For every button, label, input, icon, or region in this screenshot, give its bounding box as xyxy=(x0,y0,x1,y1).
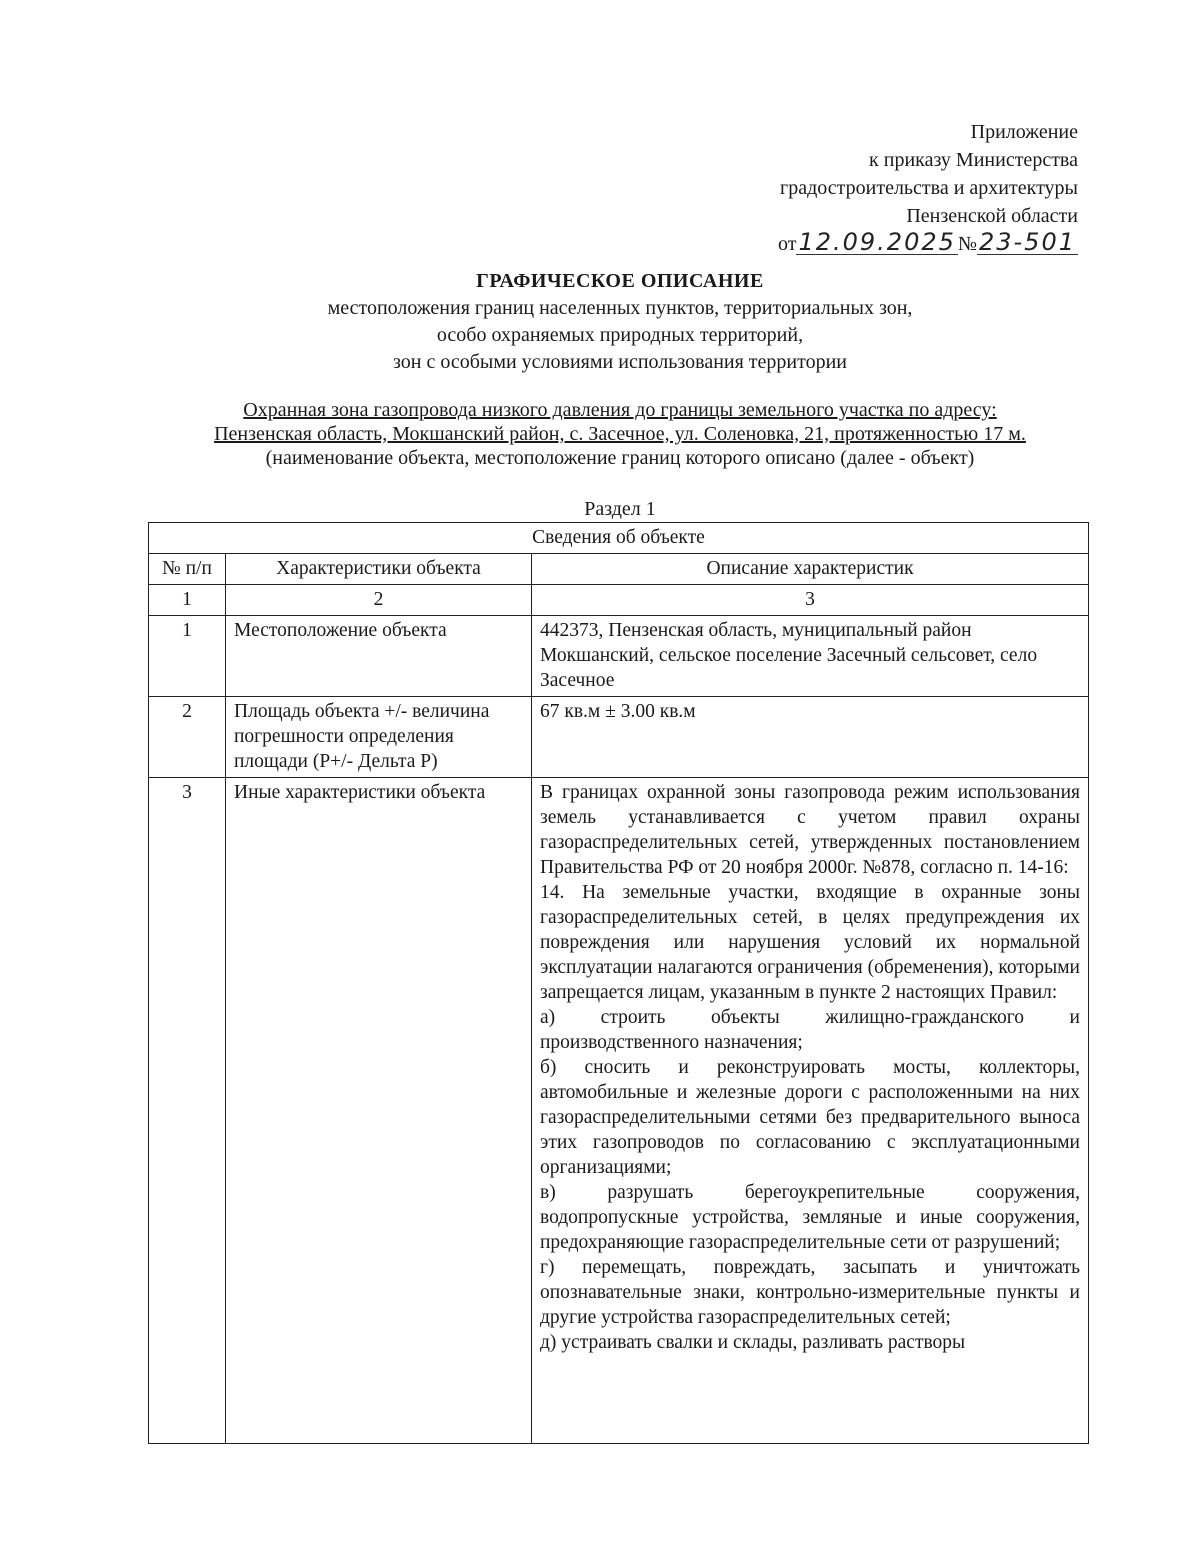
row-number: 2 xyxy=(149,697,226,778)
subtitle-line-2: особо охраняемых природных территорий, xyxy=(436,324,804,346)
appendix-line-4: Пензенской области xyxy=(906,205,1078,227)
appendix-date-line xyxy=(618,230,1078,258)
date-prefix: от xyxy=(777,233,797,255)
title-block xyxy=(150,268,1090,376)
header-cell-num: № п/п xyxy=(149,554,226,585)
handwritten-number: 23-501 xyxy=(978,228,1076,256)
table-caption: Сведения об объекте xyxy=(149,523,1089,554)
row-description xyxy=(532,778,1089,1444)
column-number-row xyxy=(149,585,1089,616)
column-number-2: 2 xyxy=(226,585,532,616)
header-cell-description: Описание характеристик xyxy=(532,554,1089,585)
table-row xyxy=(149,697,1089,778)
appendix-block xyxy=(618,118,1078,258)
row-characteristic: Иные характеристики объекта xyxy=(226,778,532,1444)
header-cell-characteristic: Характеристики объекта xyxy=(226,554,532,585)
description-paragraph: в) разрушать берегоукрепительные сооружения, водопропускные устройства, земляные и иные сооружения, предохраняющие газораспределительные сети от разрушений; xyxy=(540,1182,1080,1253)
column-number-1: 1 xyxy=(149,585,226,616)
subtitle-line-3: зон с особыми условиями использования территории xyxy=(392,351,848,373)
document-title: ГРАФИЧЕСКОЕ ОПИСАНИЕ xyxy=(476,270,764,292)
appendix-line-2: к приказу Министерства xyxy=(869,149,1078,171)
number-prefix: № xyxy=(957,233,977,255)
appendix-line-1: Приложение xyxy=(970,121,1078,143)
object-caption: (наименование объекта, местоположение границ которого описано (далее - объект) xyxy=(265,447,975,469)
row-number: 3 xyxy=(149,778,226,1444)
row-characteristic: Местоположение объекта xyxy=(226,616,532,697)
table-row xyxy=(149,778,1089,1444)
object-name-line-1: Охранная зона газопровода низкого давления до границы земельного участка по адресу: xyxy=(243,399,997,421)
object-name-line-2: Пензенская область, Мокшанский район, с. Засечное, ул. Соленовка, 21, протяженностью 17 м. xyxy=(214,423,1026,445)
table-caption-row xyxy=(149,523,1089,554)
row-number: 1 xyxy=(149,616,226,697)
row-description: 442373, Пензенская область, муниципальный район Мокшанский, сельское поселение Засечный сельсовет, село Засечное xyxy=(532,616,1089,697)
description-paragraph: В границах охранной зоны газопровода режим использования земель устанавливается с учетом правил охраны газораспределительных сетей, утвержденных постановлением Правительства РФ от 20 ноября 2000г. №878, согласно п. 14-16: xyxy=(540,782,1080,878)
description-paragraph: б) сносить и реконструировать мосты, коллекторы, автомобильные и железные дороги с расположенными на них газораспределительными сетями без предварительного выноса этих газопроводов по согласованию с эксплуатационными организациями; xyxy=(540,1057,1080,1178)
handwritten-date: 12.09.2025 xyxy=(798,228,956,256)
object-info-table xyxy=(148,522,1089,1444)
subtitle-line-1: местоположения границ населенных пунктов, территориальных зон, xyxy=(327,297,913,319)
description-paragraph: г) перемещать, повреждать, засыпать и уничтожать опознавательные знаки, контрольно-измерительные пункты и другие устройства газораспределительных сетей; xyxy=(540,1257,1080,1328)
column-number-3: 3 xyxy=(532,585,1089,616)
description-paragraph: 14. На земельные участки, входящие в охранные зоны газораспределительных сетей, в целях предупреждения их повреждения или нарушения условий их нормальной эксплуатации налагаются ограничения (обременения), которыми запрещается лицам, указанным в пункте 2 настоящих Правил: xyxy=(540,882,1080,1003)
appendix-line-3: градостроительства и архитектуры xyxy=(780,177,1078,199)
section-label: Раздел 1 xyxy=(584,498,656,520)
description-paragraph: а) строить объекты жилищно-гражданского и производственного назначения; xyxy=(540,1007,1080,1053)
description-paragraph: д) устраивать свалки и склады, разливать растворы xyxy=(540,1332,966,1353)
row-characteristic: Площадь объекта +/- величина погрешности определения площади (P+/- Дельта P) xyxy=(226,697,532,778)
row-description: 67 кв.м ± 3.00 кв.м xyxy=(532,697,1089,778)
object-name-block xyxy=(150,398,1090,470)
table-row xyxy=(149,616,1089,697)
table-header-row xyxy=(149,554,1089,585)
